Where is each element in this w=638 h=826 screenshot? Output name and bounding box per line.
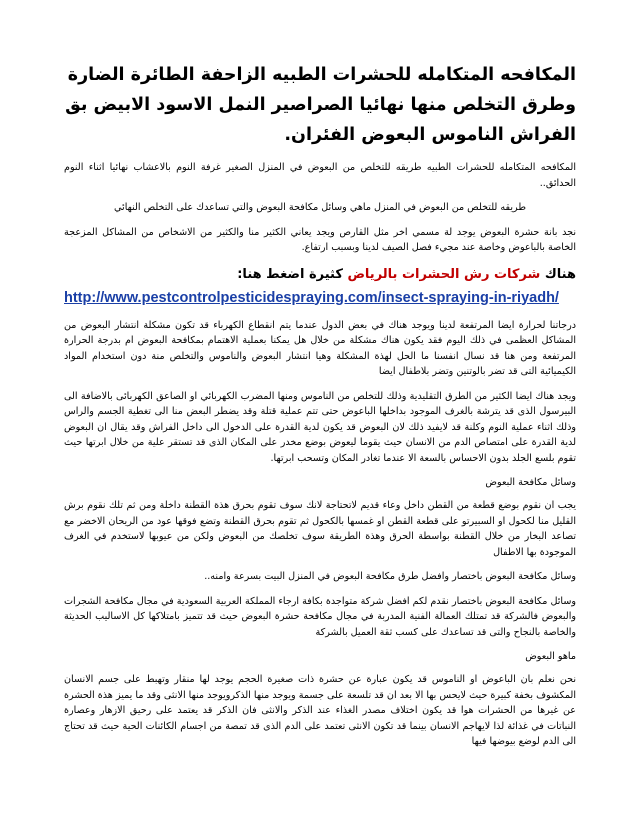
- intro-paragraph: نجد بانة حشرة البعوض يوجد لة مسمي اخر مثل القارص ويجد يعاني الكثير منا والكثير من الاشخاص من المشاكل المزعجة الخاصة بالباعوض وخاصة عند مجيء فصل الصيف لدينا وبسبب ارتفاع.: [64, 226, 576, 253]
- promo-url-link[interactable]: http://www.pestcontrolpesticidespraying.com/insect-spraying-in-riyadh/: [64, 289, 559, 306]
- body-paragraph: وسائل مكافحة البعوض باختصار وافضل طرق مكافحة البعوض في المنزل البيت بسرعة وامنه..: [204, 571, 576, 582]
- body-paragraph: درجاتنا لحرارة ايضا المرتفعة لدينا ويوجد هناك في بعض الدول عندما يتم انقطاع الكهرباء قد تكون مشكلة انتشار البعوض من المشاكل العظمى في ذلك اليوم فقد يكون هناك مشكلة من خلال هل يمكنا بعملية الاهتمام بمكافحة البعوض ام بدرجة الحرارة المرتفعة ومن هنا قد نسال انفسنا ما الحل لهذة المشكلة وهيا انتشار البعوض والناموس والتخلص منة دون استخدام المواد الكيميائية التى قد تضر بالوتنين وتضر بلاطفال ايضا: [64, 319, 576, 377]
- intro-paragraph: المكافحه المتكامله للحشرات الطبيه طريقه للتخلص من البعوض في المنزل الصغير غرفة النوم بالاعشاب نهائيا اثناء النوم الحدائق..: [64, 162, 576, 189]
- promo-suffix: كثيرة اضغط هنا:: [237, 266, 343, 282]
- intro-paragraph: طريقه للتخلص من البعوض في المنزل ماهي وسائل مكافحة البعوض والتي تساعدك على التخلص النهائي: [114, 202, 526, 213]
- promo-heading: [64, 265, 576, 285]
- section-heading: ماهو البعوض: [525, 651, 576, 662]
- document-title: المكافحه المتكامله للحشرات الطبيه الزاحفة الطائرة الضارة وطرق التخلص منها نهائيا الصراصير النمل الاسود الابيض بق الفراش الناموس البعوض الفئران.: [65, 65, 576, 145]
- body-paragraph: نحن نعلم بان الباعوض او الناموس قد يكون عبارة عن حشرة ذات صغيرة الحجم يوجد لها منقار وتهبط على جسم الانسان المكشوف بخفة كبيرة حيث لايحس بها الا بعد ان قد تلسعة على جسمة ويوجد منها الذكرويوجد منها الانثى وقد ما يميز هذة الحشرة عن غيرها من الحشرات هوا قد يكون اختلاف مصدر الغذاء عند الذكر والانثى فان الذكر قد يعتمد على رحيق الازهار وعصارة النباتات في غذائة لذا لايهاجم الانسان بينما قد تكون الانثى تعتمد على الدم الذى قد تمصة من اجسام الكائنات الحية حيث قد تحتاج الى الدم لوضع بيوضها فيها: [64, 674, 576, 747]
- body-paragraph: وسائل مكافحة البعوض باختصار نقدم لكم افضل شركة متواجدة بكافة ارجاء المملكة العربية السعودية في مجال مكافحة الشجرات والبعوض فالشركة قد تمتلك العمالة الفنية المدربة في مجال مكافحة حشرة البعوض حيث قد تتميز بامتلاكها كل الاساليب الحديثة والخاصة بالنجاح والتى قد تساعدك على كسب ثقة العميل بالشركة: [64, 595, 576, 638]
- body-paragraph: يجب ان نقوم بوضع قطعة من القطن داخل وعاء قديم لاتحتاجة لانك سوف تقوم بحرق هذة القطنة داخلة ومن ثم تلك نقوم برش القليل منا لكحول او السبيرتو على قطعة القطن او غمسها بالكحول ثم تقوم بحرق القطنة وتضع فوقها عود من الريحان الاخضر مع تصاعد البخار من خلال القطنة بواسطة الحرق وهذة الطريقة سوف تخلصك من البعوض ولكن من عيوبها لاستخدم في الغرف الموجودة بها الاطفال: [64, 500, 576, 558]
- body-paragraph: ويجد هناك ايضا الكثير من الطرق التقليدية وذلك للتخلص من الناموس ومنها المضرب الكهربائي او الصاعق الكهربائى بالاضافة الى البيرسول الذى قد يترشة بالغرف الموجود بداخلها الباعوض حتى تتم عملية قتلة وقد يضطر البعض منا الى تغطية الجسم والراس وذلك اثناء عملية النوم وكلنة قد لايفيد ذلك لان البعوض قد يكون لدية القدرة على الدخول الى داخل الفراش وقد يقال ان البعوض لدية القدرة على امتصاص الدم من الانسان حيث يقوما ليعوض بوضع مخدر على المكان الذى قد تستقر علية من خلال ابرتها حيث تقوم بلسع الجلد بدون الاحساس بالسعة الا عندما تغادر المكان وتسحب ابرتها.: [64, 390, 576, 464]
- promo-link[interactable]: شركات رش الحشرات بالرياض: [347, 266, 541, 282]
- promo-prefix: هناك: [544, 266, 576, 282]
- section-heading: وسائل مكافحة البعوض: [485, 477, 576, 488]
